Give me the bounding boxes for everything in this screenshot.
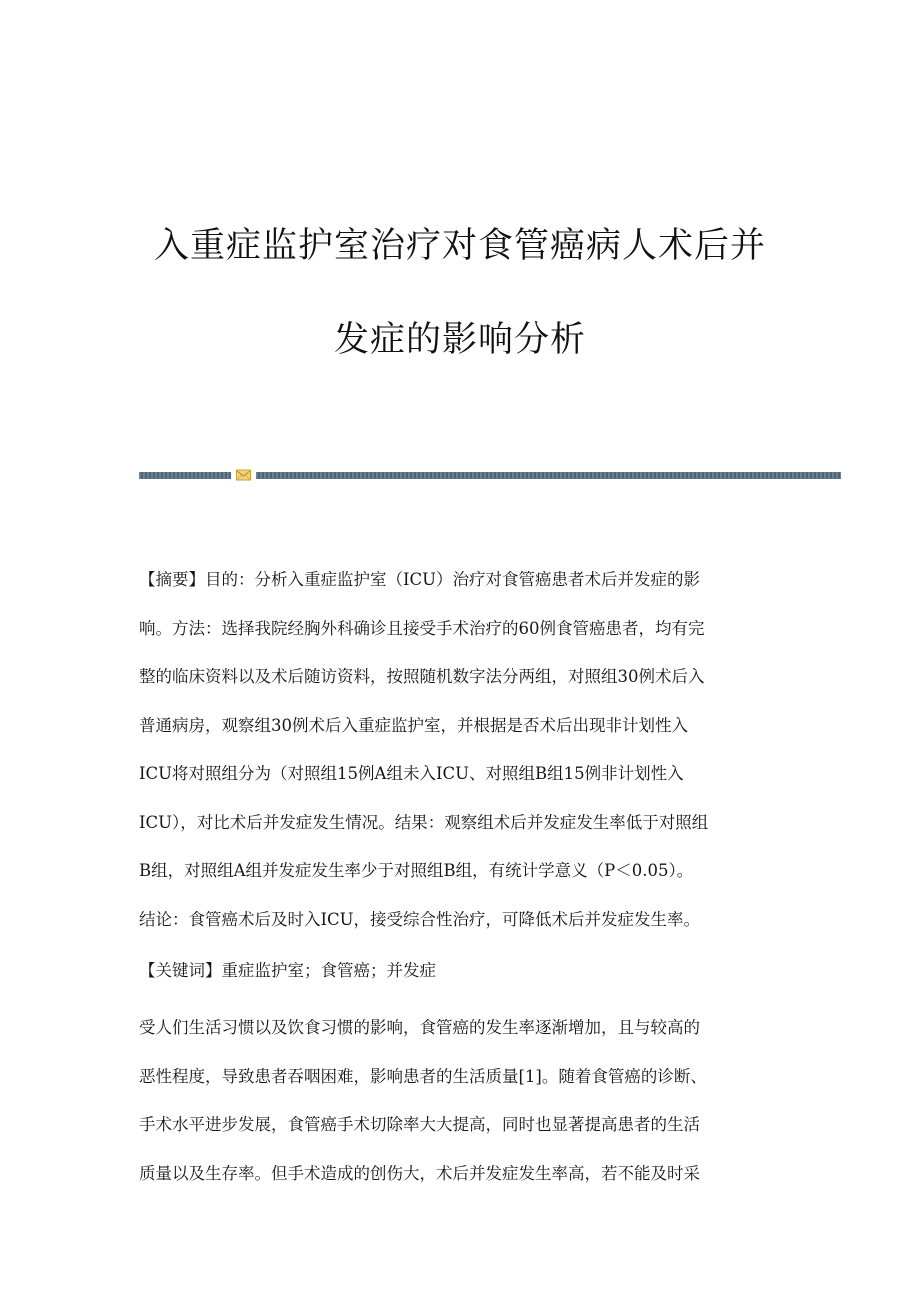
intro-section [139,1004,789,1198]
envelope-icon [236,469,251,481]
abstract-line: 普通病房，观察组30例术后入重症监护室，并根据是否术后出现非计划性入 [139,715,688,735]
divider-bar-right [256,472,841,479]
abstract-line: ICU），对比术后并发症发生情况。结果：观察组术后并发症发生率低于对照组 [139,812,709,832]
abstract-line: ICU将对照组分为（对照组15例A组未入ICU、对照组B组15例非计划性入 [139,764,684,783]
title-divider [139,469,841,481]
abstract-line: 【摘要】目的：分析入重症监护室（ICU）治疗对食管癌患者术后并发症的影 [139,570,701,589]
abstract-line: 响。方法：选择我院经胸外科确诊且接受手术治疗的60例食管癌患者，均有完 [139,618,705,638]
title-line-1: 入重症监护室治疗对食管癌病人术后并 [153,226,766,266]
keywords-line: 【关键词】重症监护室；食管癌；并发症 [139,961,436,980]
keywords-section [139,947,789,996]
abstract-line: B组，对照组A组并发症发生率少于对照组B组，有统计学意义（P＜0.05）。 [139,861,694,880]
intro-line: 受人们生活习惯以及饮食习惯的影响，食管癌的发生率逐渐增加，且与较高的 [139,1018,700,1037]
abstract-line: 整的临床资料以及术后随访资料，按照随机数字法分两组，对照组30例术后入 [139,667,705,686]
intro-line: 手术水平进步发展，食管癌手术切除率大大提高，同时也显著提高患者的生活 [139,1115,700,1134]
title-line-2: 发症的影响分析 [333,320,586,360]
intro-line: 恶性程度，导致患者吞咽困难，影响患者的生活质量[1]。随着食管癌的诊断、 [139,1066,707,1086]
divider-bar-left [139,472,231,479]
intro-line: 质量以及生存率。但手术造成的创伤大，术后并发症发生率高，若不能及时采 [139,1163,700,1183]
abstract-section [139,556,789,944]
abstract-line: 结论：食管癌术后及时入ICU，接受综合性治疗，可降低术后并发症发生率。 [139,909,701,929]
